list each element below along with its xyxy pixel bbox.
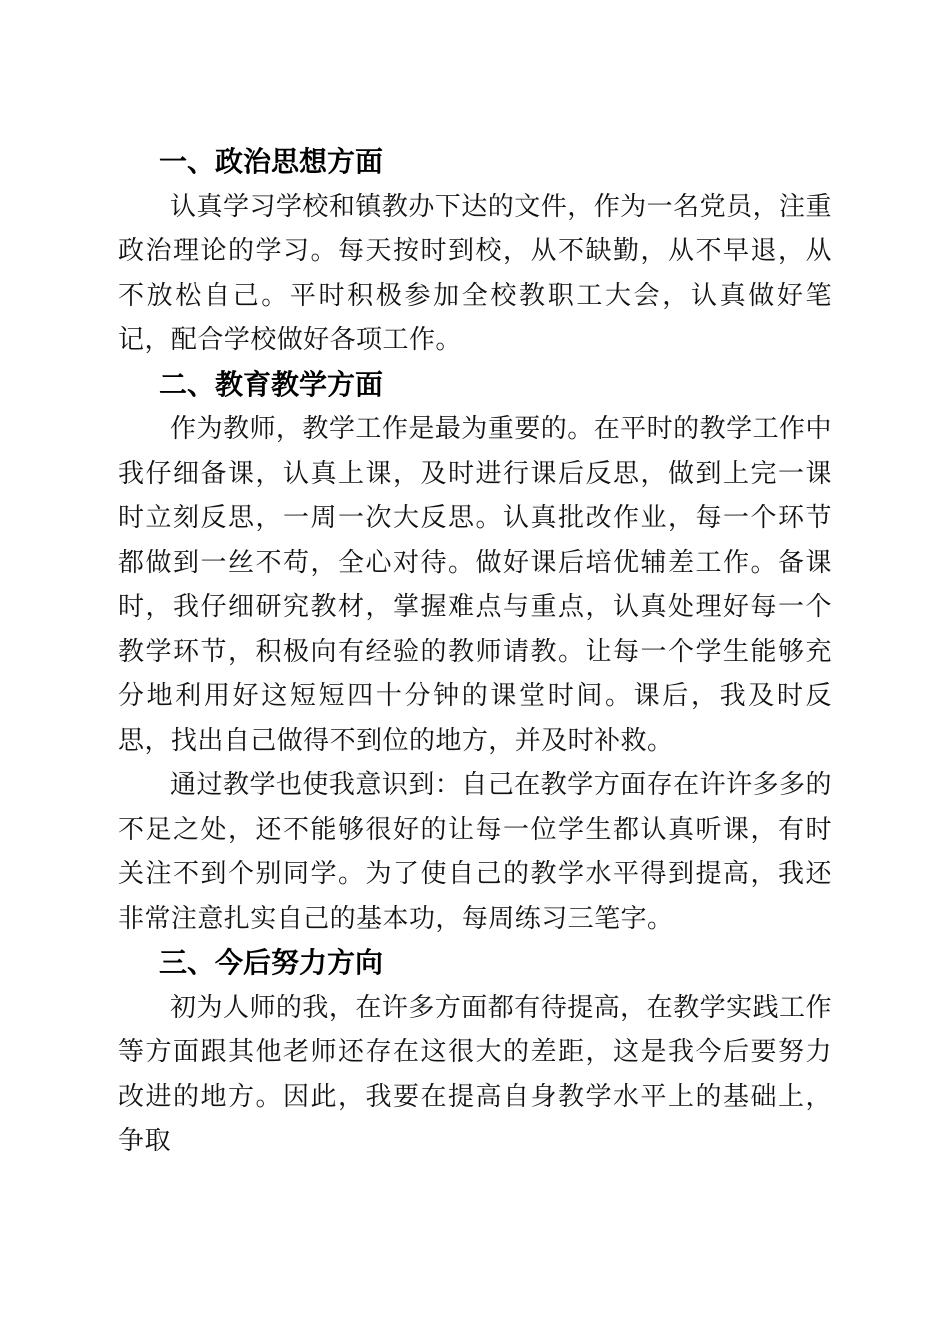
section-heading-future-direction: 三、今后努力方向 bbox=[159, 947, 384, 978]
paragraph-teaching-work: 作为教师，教学工作是最为重要的。在平时的教学工作中我仔细备课，认真上课，及时进行课后反思，做到上完一课时立刻反思，一周一次大反思。认真批改作业，每一个环节都做到一丝不苟，全心对待。做好课后培优辅差工作。备课时，我仔细研究教材，掌握难点与重点，认真处理好每一个教学环节，积极向有经验的教师请教。让每一个学生能够充分地利用好这短短四十分钟的课堂时间。课后，我及时反思，找出自己做得不到位的地方，并及时补救。 bbox=[118, 414, 832, 755]
paragraph-future-direction: 初为人师的我，在许多方面都有待提高，在教学实践工作等方面跟其他老师还存在这很大的差距，这是我今后要努力改进的地方。因此，我要在提高自身教学水平上的基础上，争取 bbox=[118, 992, 832, 1155]
section-heading-education-teaching: 二、教育教学方面 bbox=[159, 368, 384, 400]
paragraph-teaching-reflection: 通过教学也使我意识到：自己在教学方面存在许许多多的不足之处，还不能够很好的让每一位学生都认真听课，有时关注不到个别同学。为了使自己的教学水平得到提高，我还非常注意扎实自己的基本功，每周练习三笔字。 bbox=[118, 770, 832, 933]
section-heading-political-thought: 一、政治思想方面 bbox=[159, 146, 384, 177]
paragraph-political-thought: 认真学习学校和镇教办下达的文件，作为一名党员，注重政治理论的学习。每天按时到校，从不缺勤，从不早退，从不放松自己。平时积极参加全校教职工大会，认真做好笔记，配合学校做好各项工作。 bbox=[118, 191, 832, 354]
